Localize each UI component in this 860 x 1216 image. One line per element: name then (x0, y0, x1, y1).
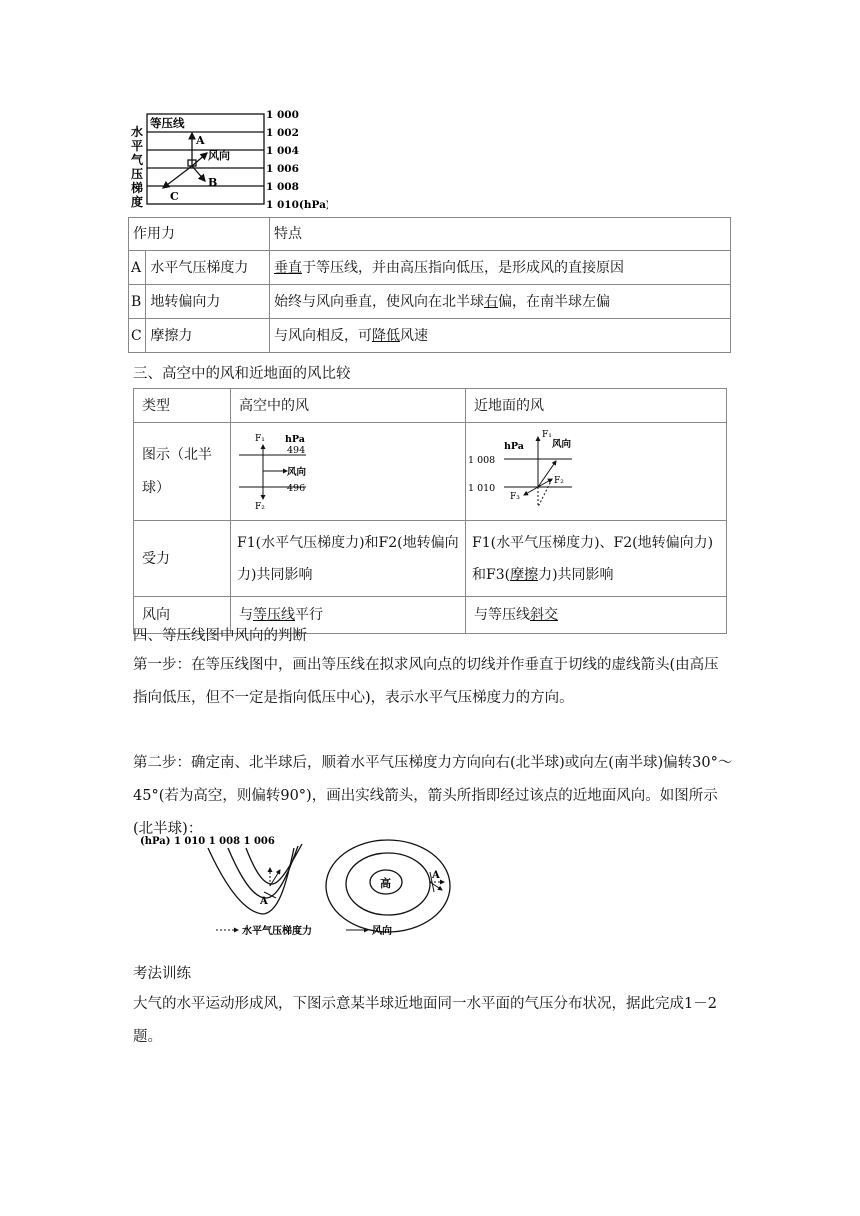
table-row (134, 423, 727, 521)
table-header-row (129, 218, 731, 251)
figure-legend (216, 924, 392, 937)
row-feature: 始终与风向垂直，使风向在北半球右偏，在南半球左偏 (270, 285, 731, 319)
svg-text:风向: 风向 (372, 926, 392, 937)
label-b: B (208, 176, 218, 189)
svg-text:水平气压梯度力: 水平气压梯度力 (242, 926, 312, 937)
force-table (128, 217, 731, 353)
table-row (129, 319, 731, 353)
label-a: A (196, 134, 205, 147)
wind-label: 风向 (208, 149, 230, 162)
row-force-name: 地转偏向力 (146, 285, 270, 319)
svg-text:1 004: 1 004 (266, 145, 299, 157)
svg-text:1 008: 1 008 (266, 181, 299, 193)
wind-comparison-table (133, 388, 727, 634)
header-type: 类型 (134, 389, 231, 423)
pressure-values (266, 109, 328, 211)
step1-paragraph: 第一步：在等压线图中，画出等压线在拟求风向点的切线并作垂直于切线的虚线箭头(由高压指向低压，但不一定是指向低压中心)，表示水平气压梯度力的方向。 (133, 657, 719, 706)
f2-label: F₂ (554, 476, 564, 486)
wind-label: 风向 (287, 467, 307, 478)
section4-title: 四、等压线图中风向的判断 (133, 628, 307, 644)
upper-wind-cell: 与等压线平行 (231, 597, 466, 634)
f3-label: F₃ (510, 492, 520, 502)
trough-point-a: A (260, 896, 268, 907)
isobar-label: 等压线 (150, 116, 185, 130)
svg-text:气: 气 (131, 153, 144, 167)
step2-paragraph: 第二步：确定南、北半球后，顺着水平气压梯度力方向向右(北半球)或向左(南半球)偏转30°～45°(若为高空，则偏转90°)，画出实线箭头，箭头所指即经过该点的近地面风向。如图所示(北半球)： (133, 755, 733, 837)
hpa-label: hPa (504, 441, 524, 452)
table-row (134, 521, 727, 597)
svg-text:1 002: 1 002 (266, 127, 299, 139)
surface-wind-cell: 与等压线斜交 (466, 597, 727, 634)
trough-isobars (208, 844, 302, 914)
upper-wind-diagram (231, 423, 453, 511)
wind-label: 风向 (552, 439, 572, 450)
side-label (131, 124, 144, 209)
header-surface: 近地面的风 (466, 389, 727, 423)
svg-text:水: 水 (131, 125, 144, 139)
row-force-name: 摩擦力 (146, 319, 270, 353)
isobar-force-figure (128, 106, 328, 216)
surface-diagram-cell (466, 423, 727, 521)
svg-text:度: 度 (131, 195, 144, 209)
row-letter: A (129, 251, 146, 285)
header-feature: 特点 (270, 218, 731, 251)
table-row (129, 251, 731, 285)
header-upper: 高空中的风 (231, 389, 466, 423)
section3-title: 三、高空中的风和近地面的风比较 (133, 366, 351, 382)
row-letter: B (129, 285, 146, 319)
row-letter: C (129, 319, 146, 353)
isobar-wind-figure (130, 826, 470, 946)
table-row (129, 285, 731, 319)
row-force-name: 水平气压梯度力 (146, 251, 270, 285)
surface-force-cell: F1(水平气压梯度力)、F2(地转偏向力)和F3(摩擦力)共同影响 (466, 521, 727, 597)
svg-text:1 006: 1 006 (266, 163, 299, 175)
high-label: 高 (380, 877, 391, 890)
wind-row-label: 风向 (134, 597, 231, 634)
force-row-label: 受力 (134, 521, 231, 597)
exercise-title: 考法训练 (133, 966, 191, 982)
f3-arrow (524, 487, 538, 495)
p1008-label: 1 008 (468, 455, 496, 466)
exercise-paragraph: 大气的水平运动形成风，下图示意某半球近地面同一水平面的气压分布状况，据此完成1－2题。 (133, 996, 717, 1045)
row-feature: 垂直于等压线，并由高压指向低压，是形成风的直接原因 (270, 251, 731, 285)
pressure-labels: (hPa) 1 010 1 008 1 006 (140, 836, 275, 847)
p1010-label: 1 010 (468, 483, 496, 494)
upper-force-cell: F1(水平气压梯度力)和F2(地转偏向力)共同影响 (231, 521, 466, 597)
svg-text:1 010(hPa): 1 010(hPa) (266, 199, 328, 211)
p496-label: 496 (287, 483, 306, 494)
surface-wind-diagram (466, 423, 726, 511)
force-c-arrow (163, 166, 192, 188)
diagram-row-label: 图示（北半球） (134, 423, 231, 521)
svg-text:1 000: 1 000 (266, 109, 299, 121)
svg-text:梯: 梯 (131, 181, 144, 195)
hpa-label: hPa (285, 434, 305, 445)
label-c: C (170, 190, 179, 203)
svg-text:压: 压 (131, 167, 144, 181)
f1-label: F₁ (542, 430, 552, 440)
header-force: 作用力 (129, 218, 270, 251)
f1-label: F₁ (255, 434, 265, 444)
high-point-a: A (432, 870, 440, 881)
upper-diagram-cell (231, 423, 466, 521)
table-header-row (134, 389, 727, 423)
row-feature: 与风向相反，可降低风速 (270, 319, 731, 353)
p494-label: 494 (287, 445, 306, 456)
isobar-lines (147, 132, 264, 186)
svg-text:平: 平 (131, 139, 144, 153)
f2-label: F₂ (255, 502, 265, 511)
